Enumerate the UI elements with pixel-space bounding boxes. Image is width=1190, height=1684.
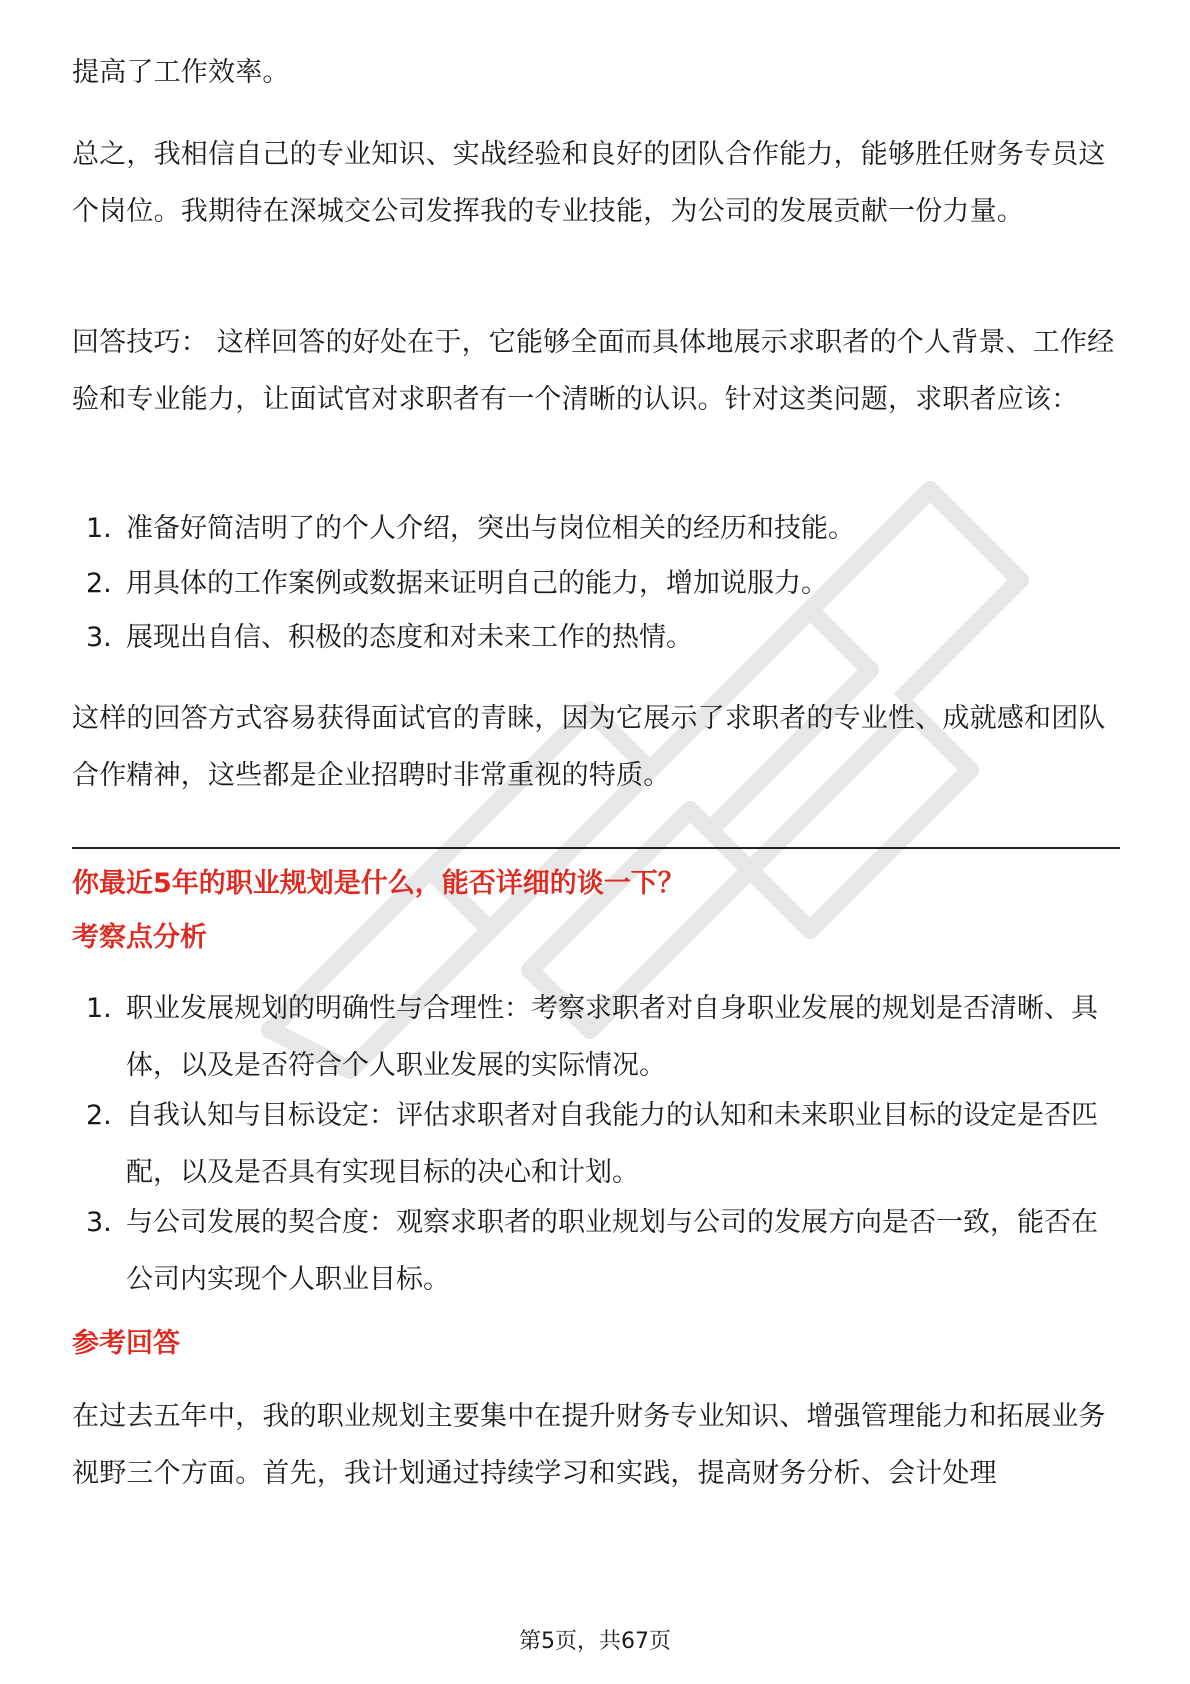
list-number: 1.: [86, 513, 112, 544]
list-number: 2.: [86, 568, 112, 599]
paragraph-summary: 这样的回答方式容易获得面试官的青睐，因为它展示了求职者的专业性、成就感和团队合作精神，这些都是企业招聘时非常重视的特质。: [72, 703, 1106, 791]
page-number-footer: 第5页，共67页: [519, 1629, 671, 1654]
list-text: 用具体的工作案例或数据来证明自己的能力，增加说服力。: [126, 568, 828, 599]
paragraph-conclusion: 总之，我相信自己的专业知识、实战经验和良好的团队合作能力，能够胜任财务专员这个岗位。我期待在深城交公司发挥我的专业技能，为公司的发展贡献一份力量。: [72, 139, 1106, 227]
paragraph-answer: 在过去五年中，我的职业规划主要集中在提升财务专业知识、增强管理能力和拓展业务视野三个方面。首先，我计划通过持续学习和实践，提高财务分析、会计处理: [72, 1401, 1106, 1489]
list-text: 职业发展规划的明确性与合理性：考察求职者对自身职业发展的规划是否清晰、具体，以及是否符合个人职业发展的实际情况。: [126, 993, 1098, 1081]
list-text: 自我认知与目标设定：评估求职者对自我能力的认知和未来职业目标的设定是否匹配，以及是否具有实现目标的决心和计划。: [126, 1100, 1098, 1188]
list-number: 2.: [86, 1100, 112, 1131]
paragraph-tips: 回答技巧： 这样回答的好处在于，它能够全面而具体地展示求职者的个人背景、工作经验和专业能力，让面试官对求职者有一个清晰的认识。针对这类问题，求职者应该：: [72, 327, 1115, 415]
section-divider: [72, 847, 1120, 849]
list-number: 1.: [86, 993, 112, 1024]
question-title: 你最近5年的职业规划是什么，能否详细的谈一下？: [72, 868, 685, 899]
list-text: 与公司发展的契合度：观察求职者的职业规划与公司的发展方向是否一致，能否在公司内实现个人职业目标。: [126, 1207, 1098, 1295]
list-text: 展现出自信、积极的态度和对未来工作的热情。: [126, 622, 693, 653]
list-number: 3.: [86, 1207, 112, 1238]
list-number: 3.: [86, 622, 112, 653]
analysis-heading: 考察点分析: [72, 922, 207, 953]
answer-heading: 参考回答: [72, 1328, 180, 1359]
list-text: 准备好简洁明了的个人介绍，突出与岗位相关的经历和技能。: [126, 513, 855, 544]
paragraph-1: 提高了工作效率。: [72, 57, 290, 88]
